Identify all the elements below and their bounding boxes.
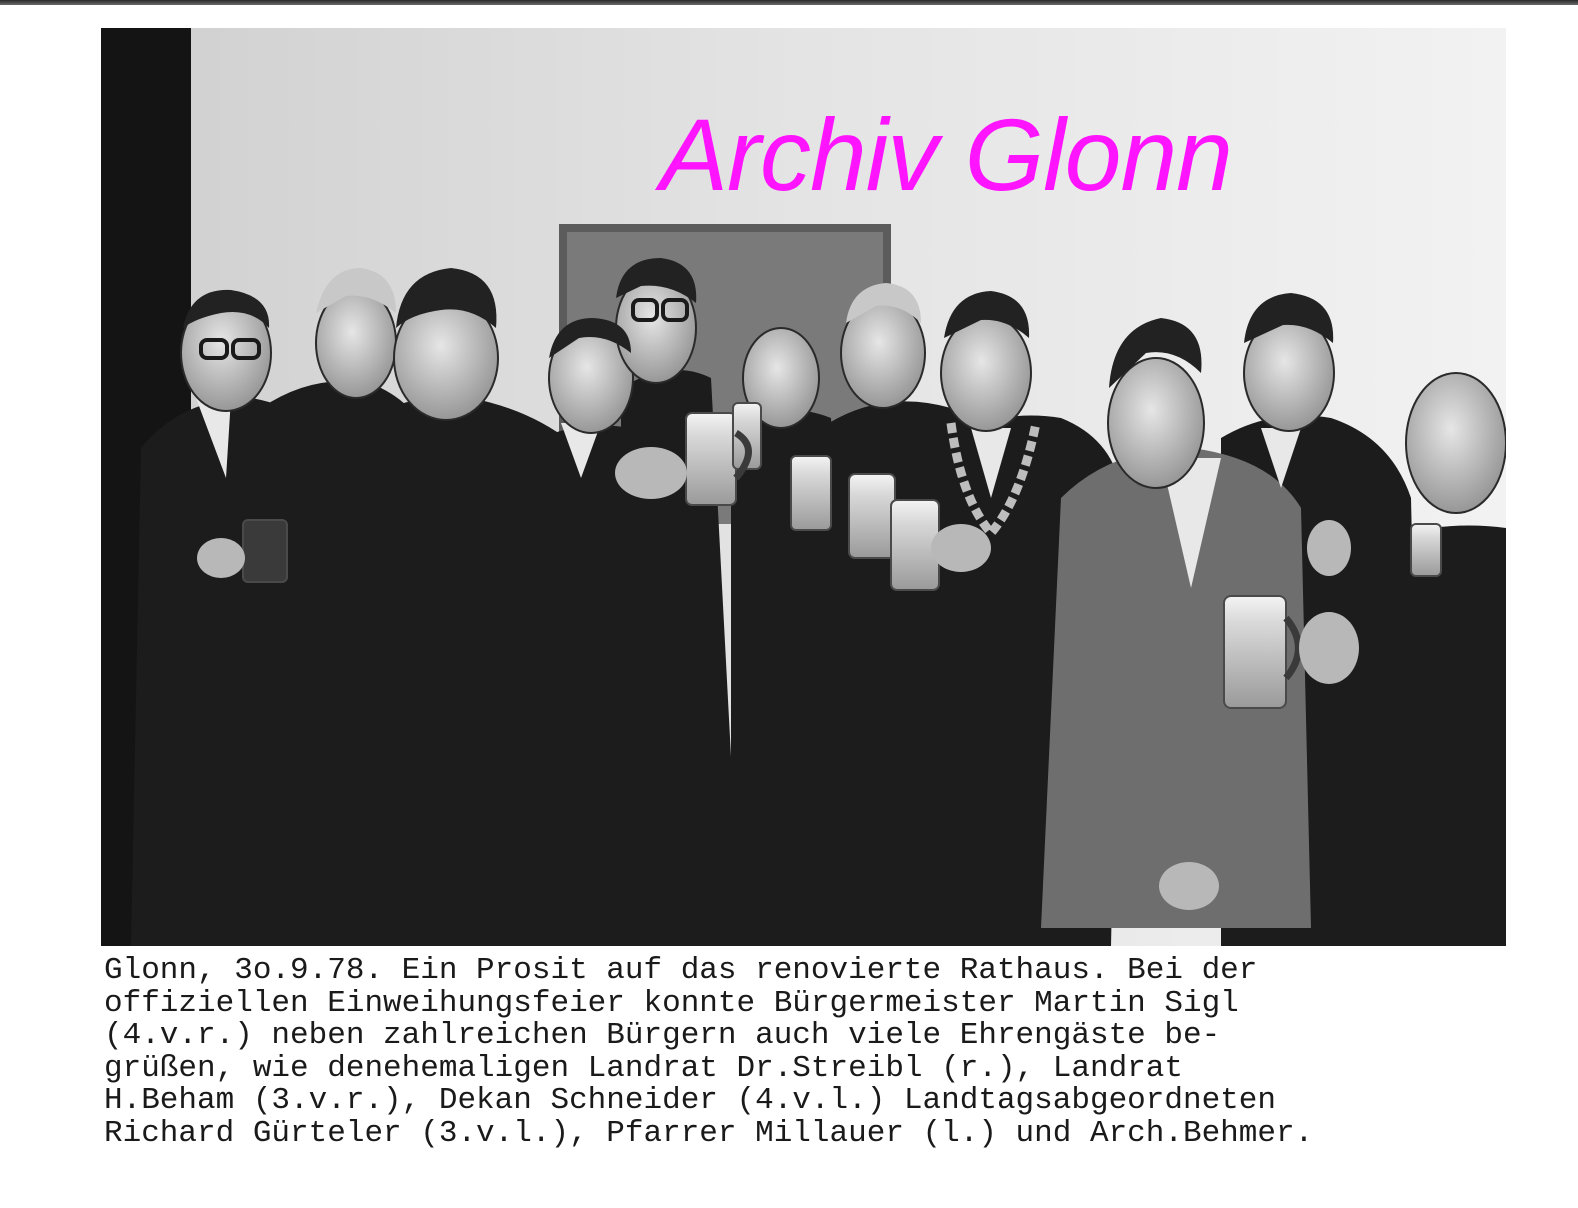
caption-line-1: Glonn, 3o.9.78. Ein Prosit auf das renovierte Rathaus. Bei der (104, 953, 1258, 988)
archive-watermark: Archiv Glonn (660, 98, 1232, 212)
photo-caption (104, 955, 1444, 1150)
scan-top-edge (0, 0, 1578, 5)
caption-line-3: (4.v.r.) neben zahlreichen Bürgern auch viele Ehrengäste be- (104, 1018, 1221, 1053)
caption-line-6: Richard Gürteler (3.v.l.), Pfarrer Millauer (l.) und Arch.Behmer. (104, 1115, 1314, 1151)
caption-line-5: H.Beham (3.v.r.), Dekan Schneider (4.v.l.) Landtagsabgeordneten (104, 1083, 1276, 1118)
caption-line-4: grüßen, wie denehemaligen Landrat Dr.Streibl (r.), Landrat (104, 1050, 1183, 1086)
caption-line-2: offiziellen Einweihungsfeier konnte Bürgermeister Martin Sigl (104, 985, 1239, 1021)
